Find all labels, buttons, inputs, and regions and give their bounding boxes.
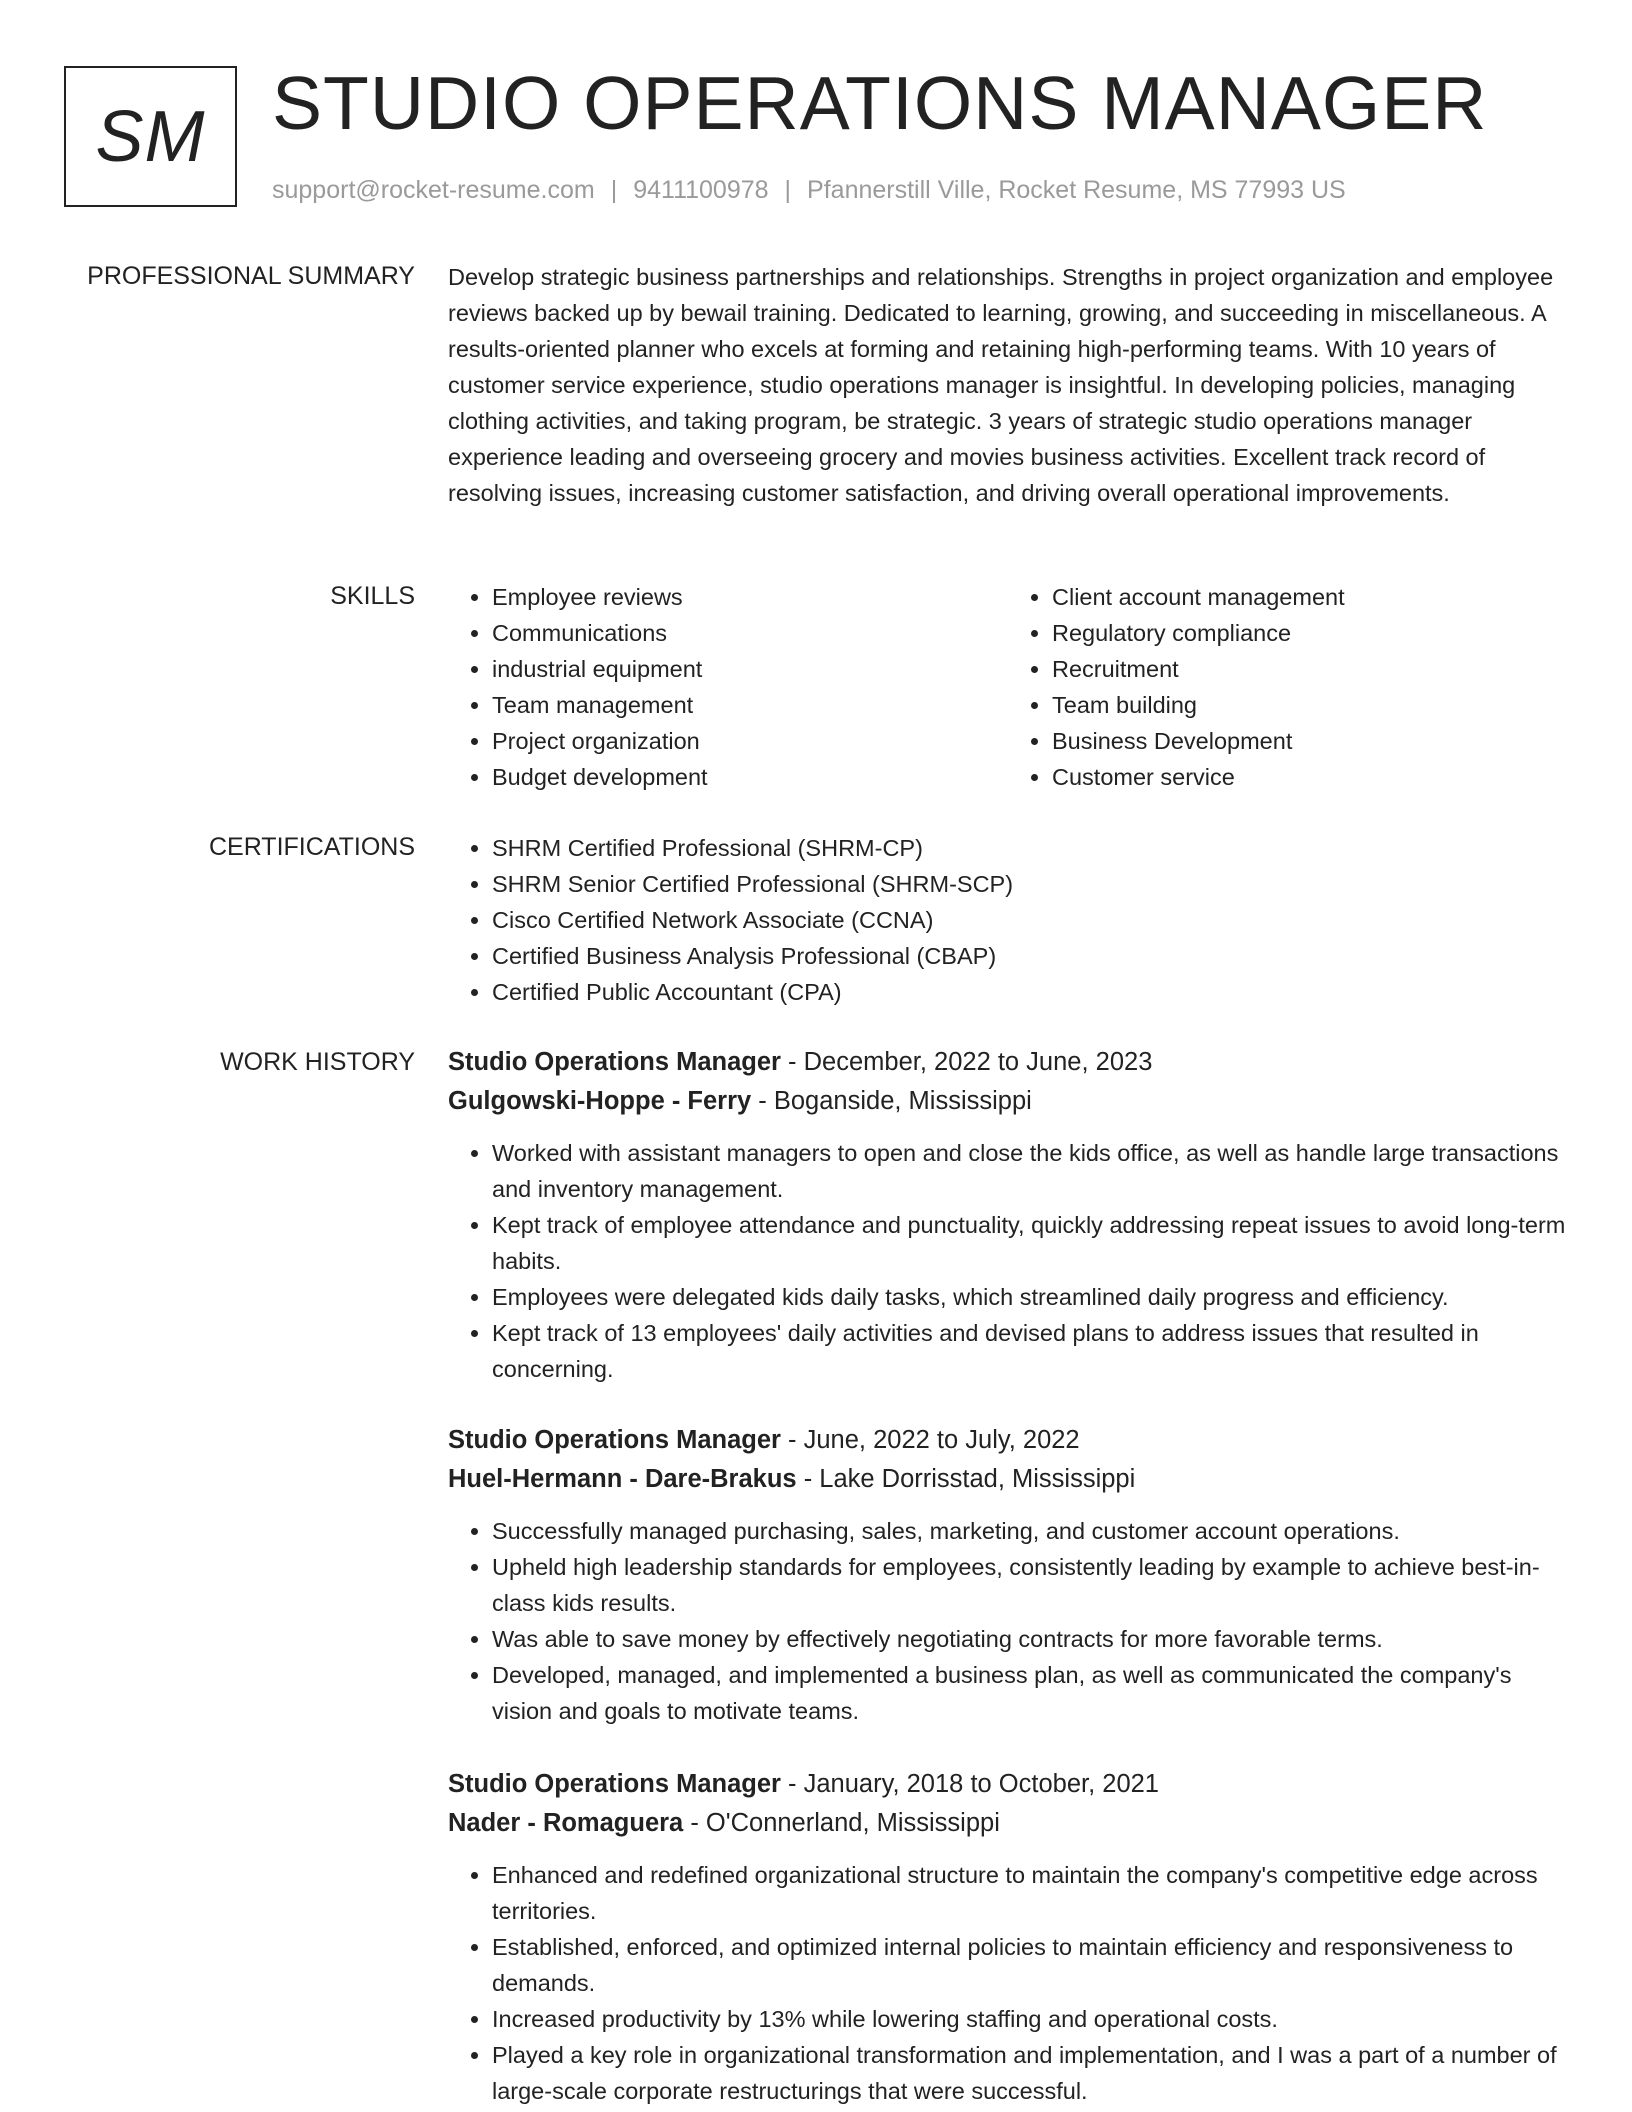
job-dates: - June, 2022 to July, 2022 [780,1426,1080,1454]
skill-item: • industrial equipment [492,651,1008,687]
skill-item: • Regulatory compliance [1052,615,1568,651]
job-bullet: • Upheld high leadership standards for employees, consistently leading by example to achieve best-in-class kids results. [492,1549,1568,1621]
certifications-heading: CERTIFICATIONS [208,833,415,861]
job-title-line [448,1043,1568,1082]
job-bullet: • Kept track of 13 employees' daily activities and devised plans to address issues that resulted in concerning. [492,1315,1568,1387]
job-company-line [448,1460,1568,1499]
certification-item: • SHRM Certified Professional (SHRM-CP) [492,830,1568,866]
job-role: Studio Operations Manager [448,1426,781,1454]
job-company: Nader - Romaguera [448,1809,684,1837]
job-bullet: • Was able to save money by effectively negotiating contracts for more favorable terms. [492,1621,1568,1657]
job-location: - O'Connerland, Mississippi [683,1809,1000,1837]
job-bullet: • Played a key role in organizational transformation and implementation, and I was a part of a number of large-scale corporate restructurings that were successful. [492,2037,1568,2109]
summary-text: Develop strategic business partnerships and relationships. Strengths in project organization and employee reviews backed up by bewail training. Dedicated to learning, growing, and succeeding in miscellaneous. A results-oriented planner who excels at forming and retaining high-performing teams. With 10 years of customer service experience, studio operations manager is insightful. In developing policies, managing clothing activities, and taking program, be strategic. 3 years of strategic studio operations manager experience leading and overseeing grocery and movies business activities. Excellent track record of resolving issues, increasing customer satisfaction, and driving overall operational improvements. [448,264,1554,506]
summary-section [448,259,1568,511]
monogram-box [64,66,237,207]
skill-item: • Business Development [1052,723,1568,759]
job-entry [448,1421,1568,1729]
job-company-line [448,1804,1568,1843]
certifications-section [448,830,1568,1010]
certification-item: • Cisco Certified Network Associate (CCNA) [492,902,1568,938]
job-bullet: • Increased productivity by 13% while lowering staffing and operational costs. [492,2001,1568,2037]
certifications-list [448,830,1568,1010]
monogram-initials: SM [95,96,206,177]
job-bullet: • Successfully managed purchasing, sales, marketing, and customer account operations. [492,1513,1568,1549]
job-entry [448,1043,1568,1387]
certification-item: • Certified Public Accountant (CPA) [492,974,1568,1010]
summary-heading: PROFESSIONAL SUMMARY [87,262,415,290]
job-company-line [448,1082,1568,1121]
skill-item: • Budget development [492,759,1008,795]
job-company: Gulgowski-Hoppe - Ferry [448,1087,752,1115]
skills-section [448,579,1568,795]
skill-item: • Team building [1052,687,1568,723]
job-title-line [448,1765,1568,1804]
job-bullet: • Established, enforced, and optimized internal policies to maintain efficiency and responsiveness to demands. [492,1929,1568,2001]
skill-item: • Project organization [492,723,1008,759]
certification-item: • Certified Business Analysis Professional (CBAP) [492,938,1568,974]
certification-item: • SHRM Senior Certified Professional (SHRM-SCP) [492,866,1568,902]
skill-item: • Recruitment [1052,651,1568,687]
job-company: Huel-Hermann - Dare-Brakus [448,1465,797,1493]
job-bullet: • Employees were delegated kids daily tasks, which streamlined daily progress and efficiency. [492,1279,1568,1315]
job-bullet: • Developed, managed, and implemented a business plan, as well as communicated the company's vision and goals to motivate teams. [492,1657,1568,1729]
job-title-line [448,1421,1568,1460]
skill-item: • Team management [492,687,1008,723]
job-role: Studio Operations Manager [448,1048,781,1076]
skills-list-right [1008,579,1568,795]
contact-separator: | [784,176,792,204]
contact-phone: 9411100978 [633,176,769,204]
job-bullet: • Enhanced and redefined organizational structure to maintain the company's competitive edge across territories. [492,1857,1568,1929]
job-bullets [448,1135,1568,1387]
job-role: Studio Operations Manager [448,1770,781,1798]
skill-item: • Client account management [1052,579,1568,615]
job-location: - Lake Dorrisstad, Mississippi [796,1465,1136,1493]
job-bullets [448,1857,1568,2109]
skill-item: • Communications [492,615,1008,651]
job-dates: - January, 2018 to October, 2021 [780,1770,1159,1798]
job-dates: - December, 2022 to June, 2023 [780,1048,1153,1076]
contact-separator: | [610,176,618,204]
work-history-heading: WORK HISTORY [220,1048,415,1076]
skill-item: • Customer service [1052,759,1568,795]
page-title: STUDIO OPERATIONS MANAGER [272,61,1488,145]
job-bullet: • Worked with assistant managers to open and close the kids office, as well as handle large transactions and inventory management. [492,1135,1568,1207]
contact-line [272,173,1346,207]
skills-list-left [448,579,1008,795]
contact-email: support@rocket-resume.com [272,176,595,204]
skills-heading: SKILLS [330,582,415,610]
job-location: - Boganside, Mississippi [751,1087,1032,1115]
job-bullet: • Kept track of employee attendance and punctuality, quickly addressing repeat issues to avoid long-term habits. [492,1207,1568,1279]
job-entry [448,1765,1568,2109]
job-bullets [448,1513,1568,1729]
skill-item: • Employee reviews [492,579,1008,615]
contact-address: Pfannerstill Ville, Rocket Resume, MS 77993 US [807,176,1346,204]
